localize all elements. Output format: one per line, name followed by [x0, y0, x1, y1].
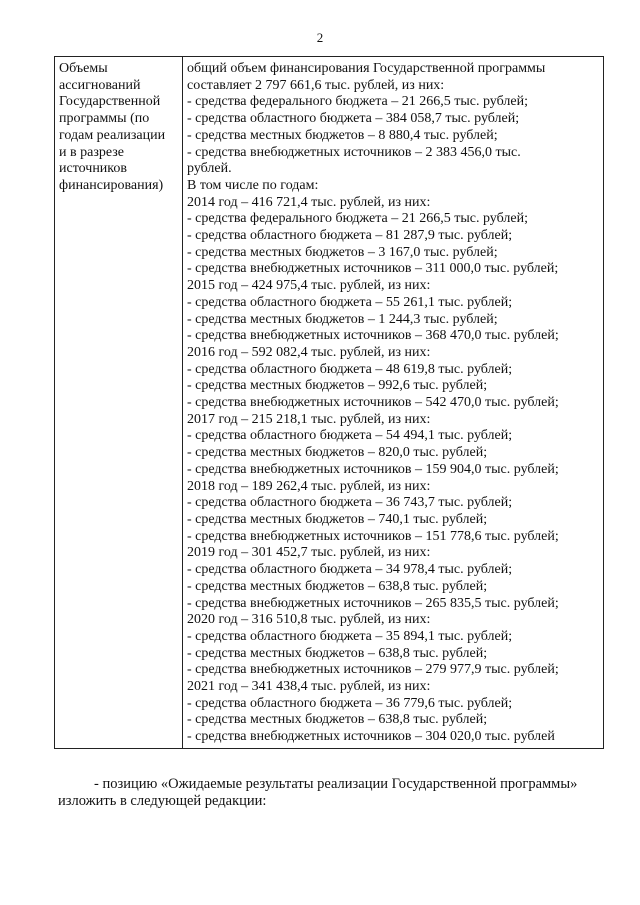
content-line: - средства местных бюджетов – 638,8 тыс. рублей; [187, 578, 488, 594]
content-line: - средства внебюджетных источников – 304 020,0 тыс. рублей [187, 729, 555, 745]
content-line: 2019 год – 301 452,7 тыс. рублей, из них: [187, 545, 431, 561]
content-line: - средства областного бюджета – 35 894,1 тыс. рублей; [187, 628, 513, 644]
label-line: программы (по [59, 111, 150, 127]
content-line: - средства областного бюджета – 54 494,1 тыс. рублей; [187, 428, 513, 444]
content-line: - средства внебюджетных источников – 151 778,6 тыс. рублей; [187, 528, 559, 544]
content-line: - средства федерального бюджета – 21 266,5 тыс. рублей; [187, 94, 528, 110]
content-line: - средства областного бюджета – 36 743,7 тыс. рублей; [187, 495, 513, 511]
content-line: - средства областного бюджета – 34 978,4 тыс. рублей; [187, 562, 513, 578]
instruction-line: - позицию «Ожидаемые результаты реализации Государственной программы» [94, 776, 578, 792]
content-line: - средства местных бюджетов – 638,8 тыс. рублей; [187, 645, 488, 661]
label-line: Государственной [59, 94, 161, 110]
content-line: 2014 год – 416 721,4 тыс. рублей, из них: [187, 194, 431, 210]
content-line: 2015 год – 424 975,4 тыс. рублей, из них: [187, 278, 431, 294]
content-line: - средства областного бюджета – 81 287,9 тыс. рублей; [187, 228, 513, 244]
content-cell [183, 57, 604, 749]
content-line: - средства внебюджетных источников – 2 383 456,0 тыс. [187, 144, 521, 160]
instruction-paragraph [58, 776, 603, 810]
content-line: 2018 год – 189 262,4 тыс. рублей, из них: [187, 478, 431, 494]
label-cell [55, 57, 183, 749]
content-line: составляет 2 797 661,6 тыс. рублей, из них: [187, 77, 445, 93]
content-line: общий объем финансирования Государственной программы [187, 61, 546, 76]
content-line: - средства федерального бюджета – 21 266,5 тыс. рублей; [187, 211, 528, 227]
content-line: - средства местных бюджетов – 3 167,0 тыс. рублей; [187, 244, 498, 260]
instruction-line: изложить в следующей редакции: [58, 793, 267, 809]
label-line: и в разрезе [59, 144, 124, 160]
content-line: - средства областного бюджета – 36 779,6 тыс. рублей; [187, 695, 513, 711]
label-line: Объемы [59, 61, 108, 76]
content-line: - средства областного бюджета – 55 261,1 тыс. рублей; [187, 294, 513, 310]
content-line: - средства внебюджетных источников – 542 470,0 тыс. рублей; [187, 395, 559, 411]
page-number: 2 [316, 30, 324, 45]
content-line: - средства областного бюджета – 48 619,8 тыс. рублей; [187, 361, 513, 377]
content-line: - средства внебюджетных источников – 311 000,0 тыс. рублей; [187, 261, 559, 277]
content-line: - средства местных бюджетов – 992,6 тыс. рублей; [187, 378, 488, 394]
content-line: - средства внебюджетных источников – 279 977,9 тыс. рублей; [187, 662, 559, 678]
content-line: - средства местных бюджетов – 740,1 тыс. рублей; [187, 511, 488, 527]
label-line: финансирования) [59, 177, 164, 193]
content-line: - средства внебюджетных источников – 159 904,0 тыс. рублей; [187, 461, 559, 477]
content-line: рублей. [187, 161, 232, 177]
content-line: - средства местных бюджетов – 820,0 тыс. рублей; [187, 445, 488, 461]
content-line: - средства местных бюджетов – 8 880,4 тыс. рублей; [187, 127, 498, 143]
content-line: - средства областного бюджета – 384 058,7 тыс. рублей; [187, 111, 520, 127]
content-line: - средства внебюджетных источников – 368 470,0 тыс. рублей; [187, 328, 559, 344]
label-line: ассигнований [59, 77, 141, 93]
content-line: В том числе по годам: [187, 177, 319, 193]
content-line: - средства внебюджетных источников – 265 835,5 тыс. рублей; [187, 595, 559, 611]
content-line: 2017 год – 215 218,1 тыс. рублей, из них: [187, 411, 431, 427]
label-line: источников [59, 161, 128, 177]
content-line: 2021 год – 341 438,4 тыс. рублей, из них: [187, 679, 431, 695]
content-line: - средства местных бюджетов – 1 244,3 тыс. рублей; [187, 311, 498, 327]
label-line: годам реализации [59, 127, 166, 143]
content-line: - средства местных бюджетов – 638,8 тыс. рублей; [187, 712, 488, 728]
table-row [55, 57, 604, 749]
funding-table [54, 56, 604, 749]
content-line: 2020 год – 316 510,8 тыс. рублей, из них: [187, 612, 431, 628]
content-line: 2016 год – 592 082,4 тыс. рублей, из них: [187, 344, 431, 360]
